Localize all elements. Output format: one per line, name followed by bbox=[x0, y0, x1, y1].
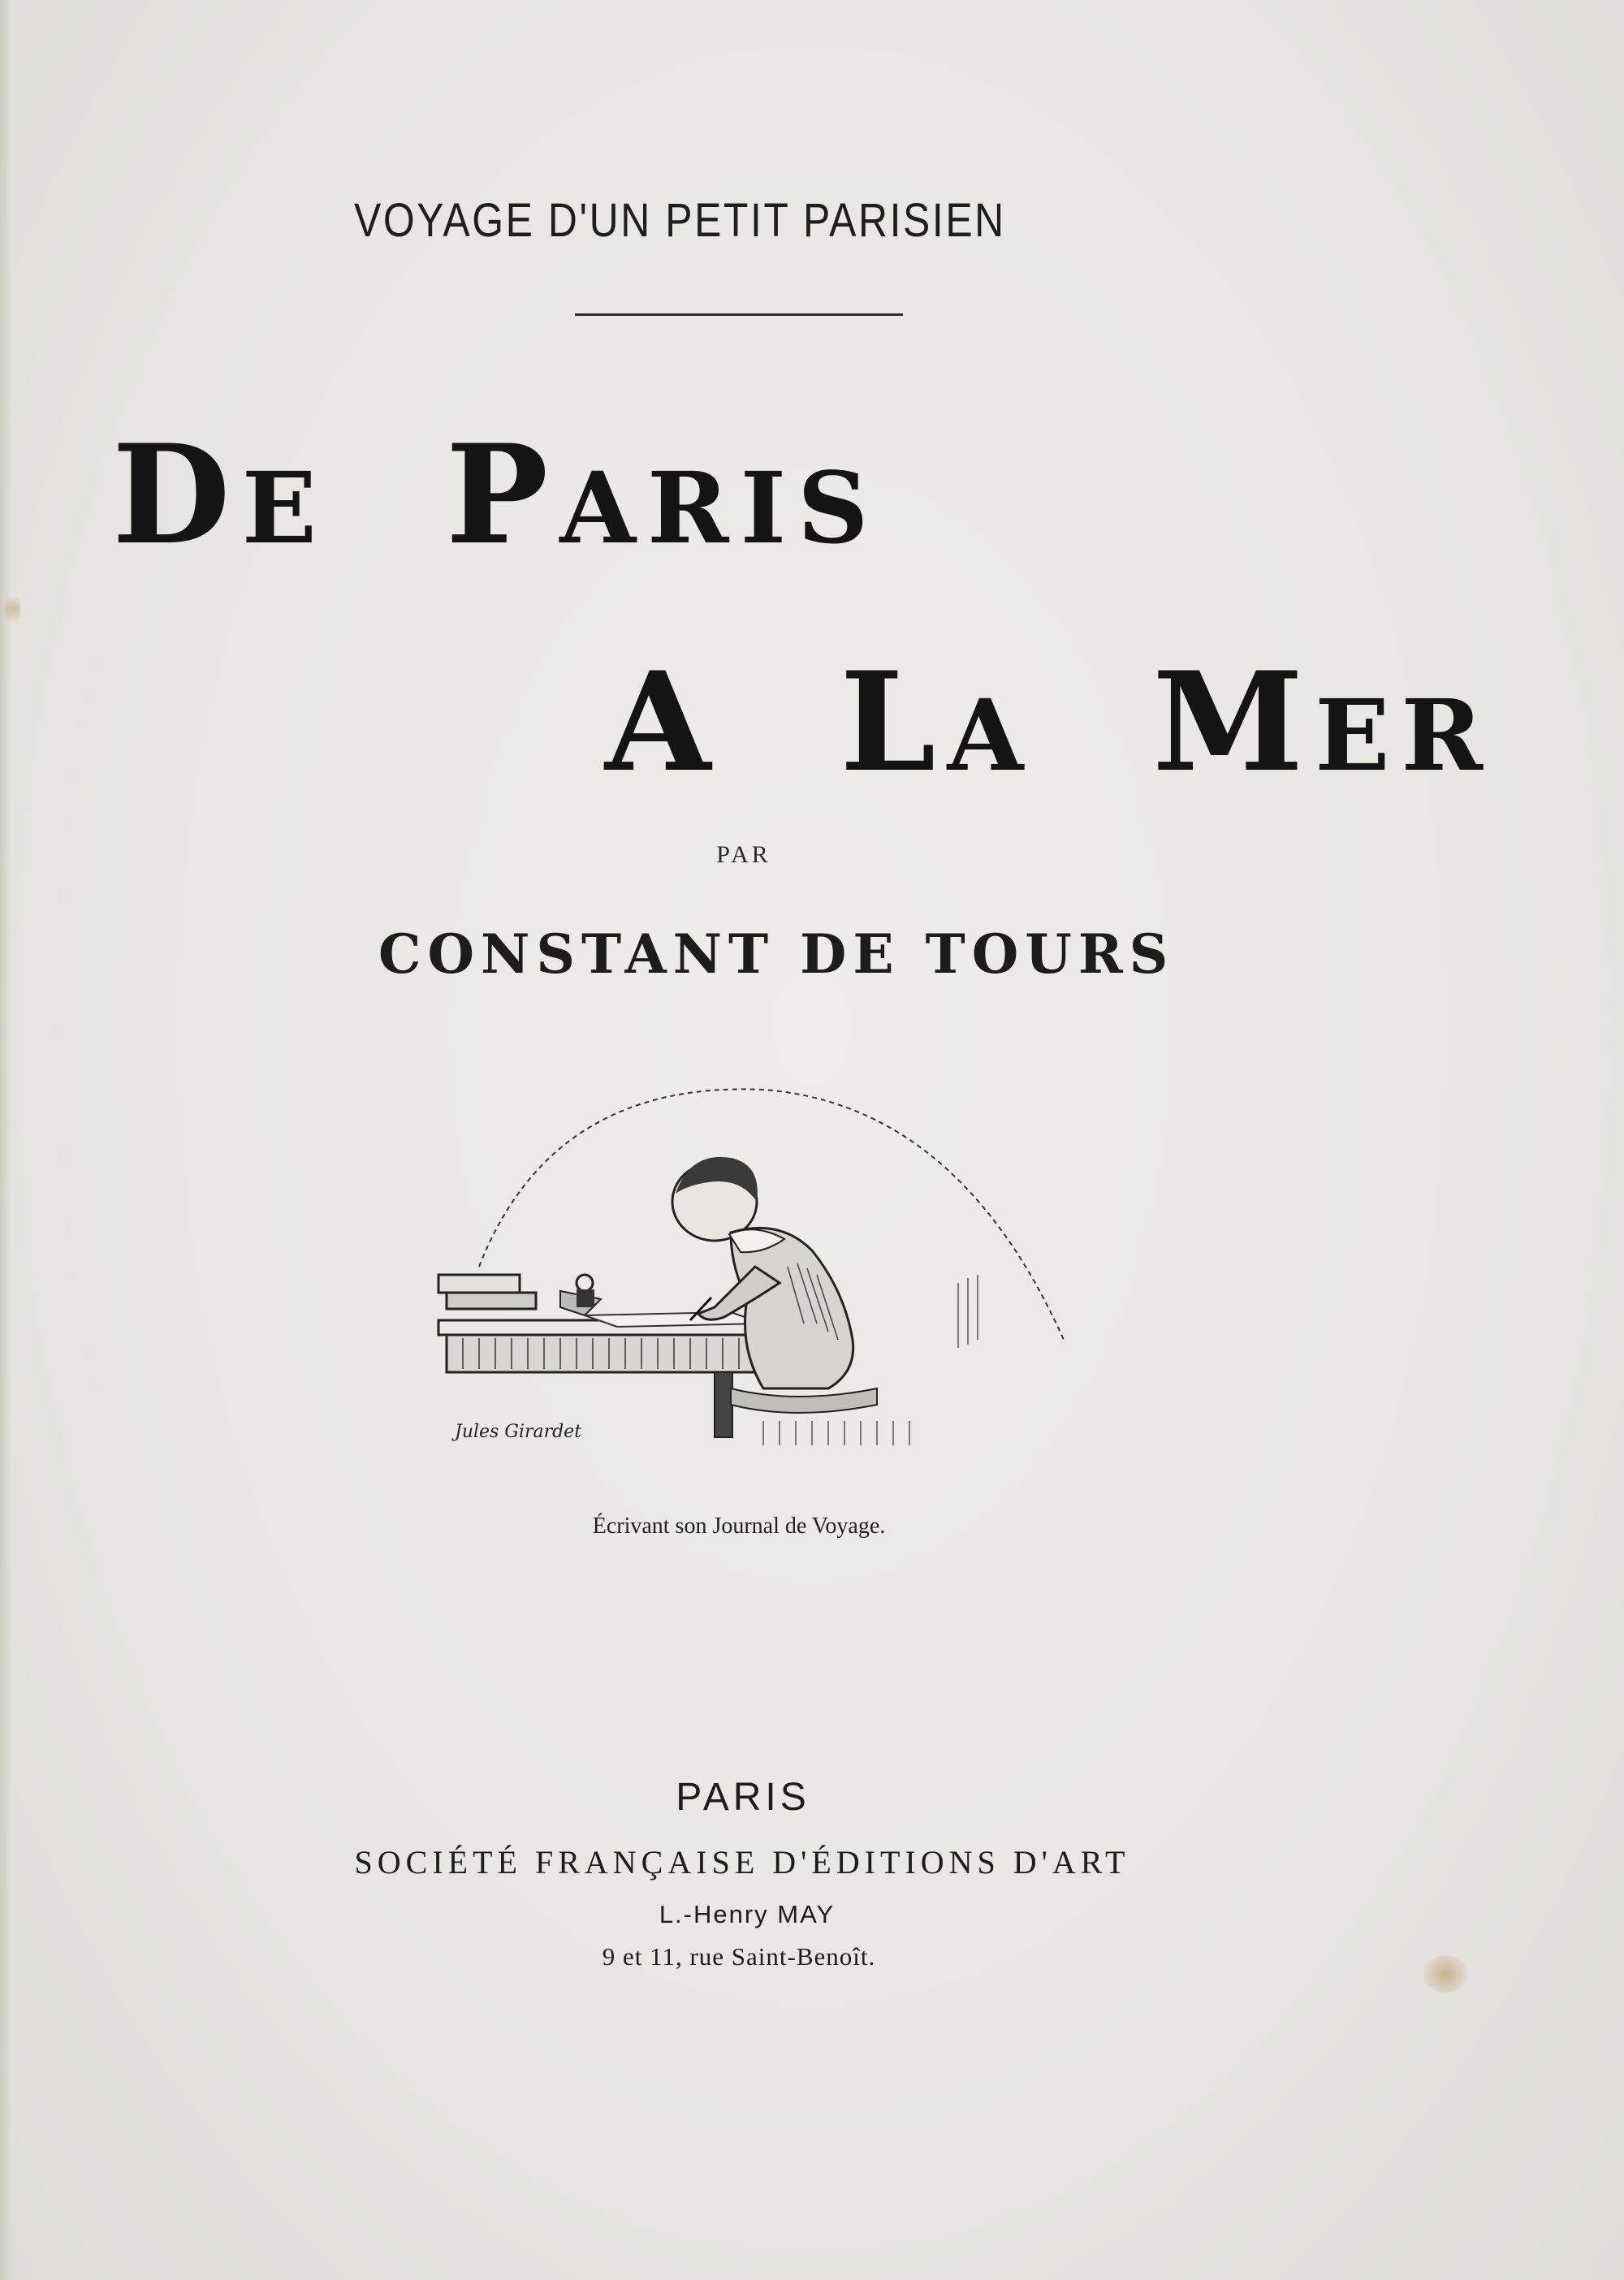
title-rule bbox=[575, 313, 903, 316]
imprint-name: L.-Henry MAY bbox=[659, 1900, 836, 1928]
imprint-address: 9 et 11, rue Saint-Benoît. bbox=[602, 1942, 876, 1971]
artist-signature: Jules Girardet bbox=[455, 1422, 582, 1442]
by-label: PAR bbox=[716, 841, 771, 868]
title-word: LA bbox=[840, 641, 1035, 802]
illustration-caption: Écrivant son Journal de Voyage. bbox=[592, 1514, 886, 1539]
page-edge bbox=[0, 0, 11, 2280]
imprint-publisher: SOCIÉTÉ FRANÇAISE D'ÉDITIONS D'ART bbox=[354, 1844, 1130, 1881]
foxing-stain bbox=[1423, 1955, 1468, 1993]
series-title: VOYAGE D'UN PETIT PARISIEN bbox=[354, 194, 1006, 247]
title-word: DE bbox=[112, 414, 328, 575]
boy-writing-illustration bbox=[422, 1080, 1072, 1502]
foxing-stain bbox=[5, 593, 21, 625]
book-title-line-2 bbox=[605, 641, 1494, 802]
book-title-line-1 bbox=[112, 414, 880, 575]
title-word: MER bbox=[1152, 641, 1494, 802]
author-name: CONSTANT DE TOURS bbox=[378, 922, 1175, 986]
title-word: A bbox=[605, 641, 723, 802]
title-word: PARIS bbox=[445, 414, 880, 575]
imprint-city: PARIS bbox=[676, 1776, 810, 1819]
